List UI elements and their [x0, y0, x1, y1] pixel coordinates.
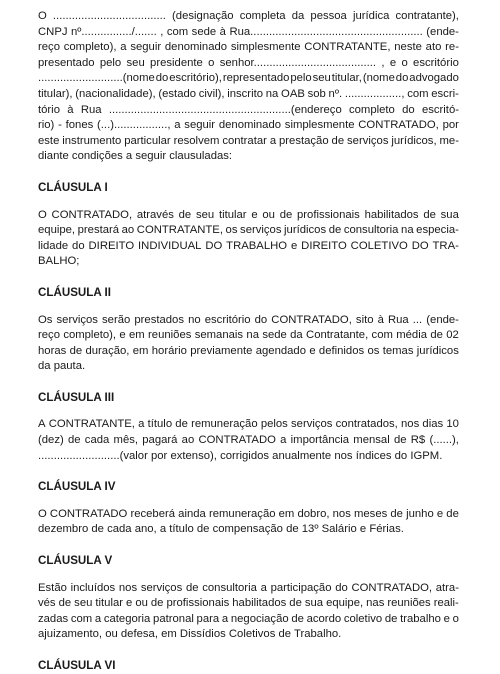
- text-line: diante condições a seguir clausuladas:: [38, 150, 233, 163]
- text-line: este instrumento particular resolvem contratar a prestação de serviços jurídicos, me-: [38, 134, 459, 147]
- gap: [38, 538, 459, 553]
- gap: [38, 569, 459, 581]
- text-line: horas de duração, em horário previamente agendado e definidos os temas jurídicos: [38, 344, 459, 357]
- text-line: O CONTRATADO, através de seu titular e ou de profissionais habilitados de sua: [38, 208, 459, 221]
- text-line: Estão incluídos nos serviços de consultoria a participação do CONTRATADO, atra-: [38, 581, 459, 594]
- contract-document: [38, 9, 459, 674]
- clause-vi-heading: CLÁUSULA VI: [38, 659, 116, 672]
- gap: [38, 405, 459, 417]
- gap: [38, 375, 459, 390]
- gap: [38, 464, 459, 479]
- gap: [38, 643, 459, 658]
- clause-ii-body: [38, 313, 459, 375]
- gap: [38, 165, 459, 180]
- clause-ii-heading: CLÁUSULA II: [38, 285, 111, 299]
- gap: [38, 495, 459, 507]
- clause-v-body: [38, 581, 459, 643]
- clause-iv-heading: CLÁUSULA IV: [38, 480, 116, 494]
- text-line: reço completo), e em reuniões semanais na sede da Contratante, com média de 02: [38, 329, 459, 342]
- text-line: A CONTRATANTE, a título de remuneração pelos serviços contratados, nos dias 10: [38, 418, 459, 431]
- text-line: tório à Rua ..........................................................(endereço completo do escritó-: [38, 103, 459, 116]
- text-line: dezembro de cada ano, a título de compensação de 13º Salário e Férias.: [38, 523, 404, 536]
- gap: [38, 196, 459, 208]
- text-line: da pauta.: [38, 360, 86, 373]
- contract-preamble: [38, 9, 459, 165]
- clause-iv-body: [38, 507, 459, 538]
- text-line: O .................................... (designação completa da pessoa jurídica contratante),: [38, 10, 459, 22]
- text-line: ajuizamento, ou defesa, em Dissídios Coletivos de Trabalho.: [38, 628, 342, 641]
- text-line: CNPJ nº................/....... , com sede à Rua....................................................... (ende-: [38, 25, 459, 38]
- text-line: rio) - fones (...)................., a seguir denominado simplesmente CONTRATADO, por: [38, 119, 459, 132]
- clause-i-body: [38, 208, 459, 270]
- text-line: vés de seu titular e ou de profissionais habilitados de sua equipe, nas reuniões reali-: [38, 597, 459, 610]
- gap: [38, 301, 459, 313]
- text-line: Os serviços serão prestados no escritório do CONTRATADO, sito à Rua ... (ende-: [38, 313, 459, 326]
- text-line: ...........................(nome do escritório), representado pelo seu titular, (nome do advogado: [38, 72, 459, 85]
- text-line: (dez) de cada mês, pagará ao CONTRATADO a importância mensal de R$ (......),: [38, 434, 459, 447]
- text-line: reço completo), a seguir denominado simplesmente CONTRATANTE, neste ato re-: [38, 41, 459, 54]
- text-line: presentado pelo seu presidente o senhor....................................... , e o escritório: [38, 56, 459, 69]
- text-line: zadas com a categoria patronal para a negociação de acordo coletivo de trabalho e o: [38, 612, 459, 625]
- text-line: equipe, prestará ao CONTRATANTE, os serviços jurídicos de consultoria na especia-: [38, 224, 459, 237]
- clause-iii-heading: CLÁUSULA III: [38, 390, 115, 404]
- clause-iii-body: [38, 417, 459, 464]
- text-line: O CONTRATADO receberá ainda remuneração em dobro, nos meses de junho e de: [38, 507, 459, 520]
- text-line: lidade do DIREITO INDIVIDUAL DO TRABALHO e DIREITO COLETIVO DO TRA-: [38, 239, 459, 252]
- clause-v-heading: CLÁUSULA V: [38, 554, 113, 568]
- text-line: titular), (nacionalidade), (estado civil), inscrito na OAB sob nº. .................., com escri-: [38, 87, 459, 100]
- gap: [38, 270, 459, 285]
- text-line: ..........................(valor por extenso), corrigidos anualmente nos índices do IGPM.: [38, 449, 443, 462]
- clause-i-heading: CLÁUSULA I: [38, 180, 108, 194]
- text-line: BALHO;: [38, 255, 80, 268]
